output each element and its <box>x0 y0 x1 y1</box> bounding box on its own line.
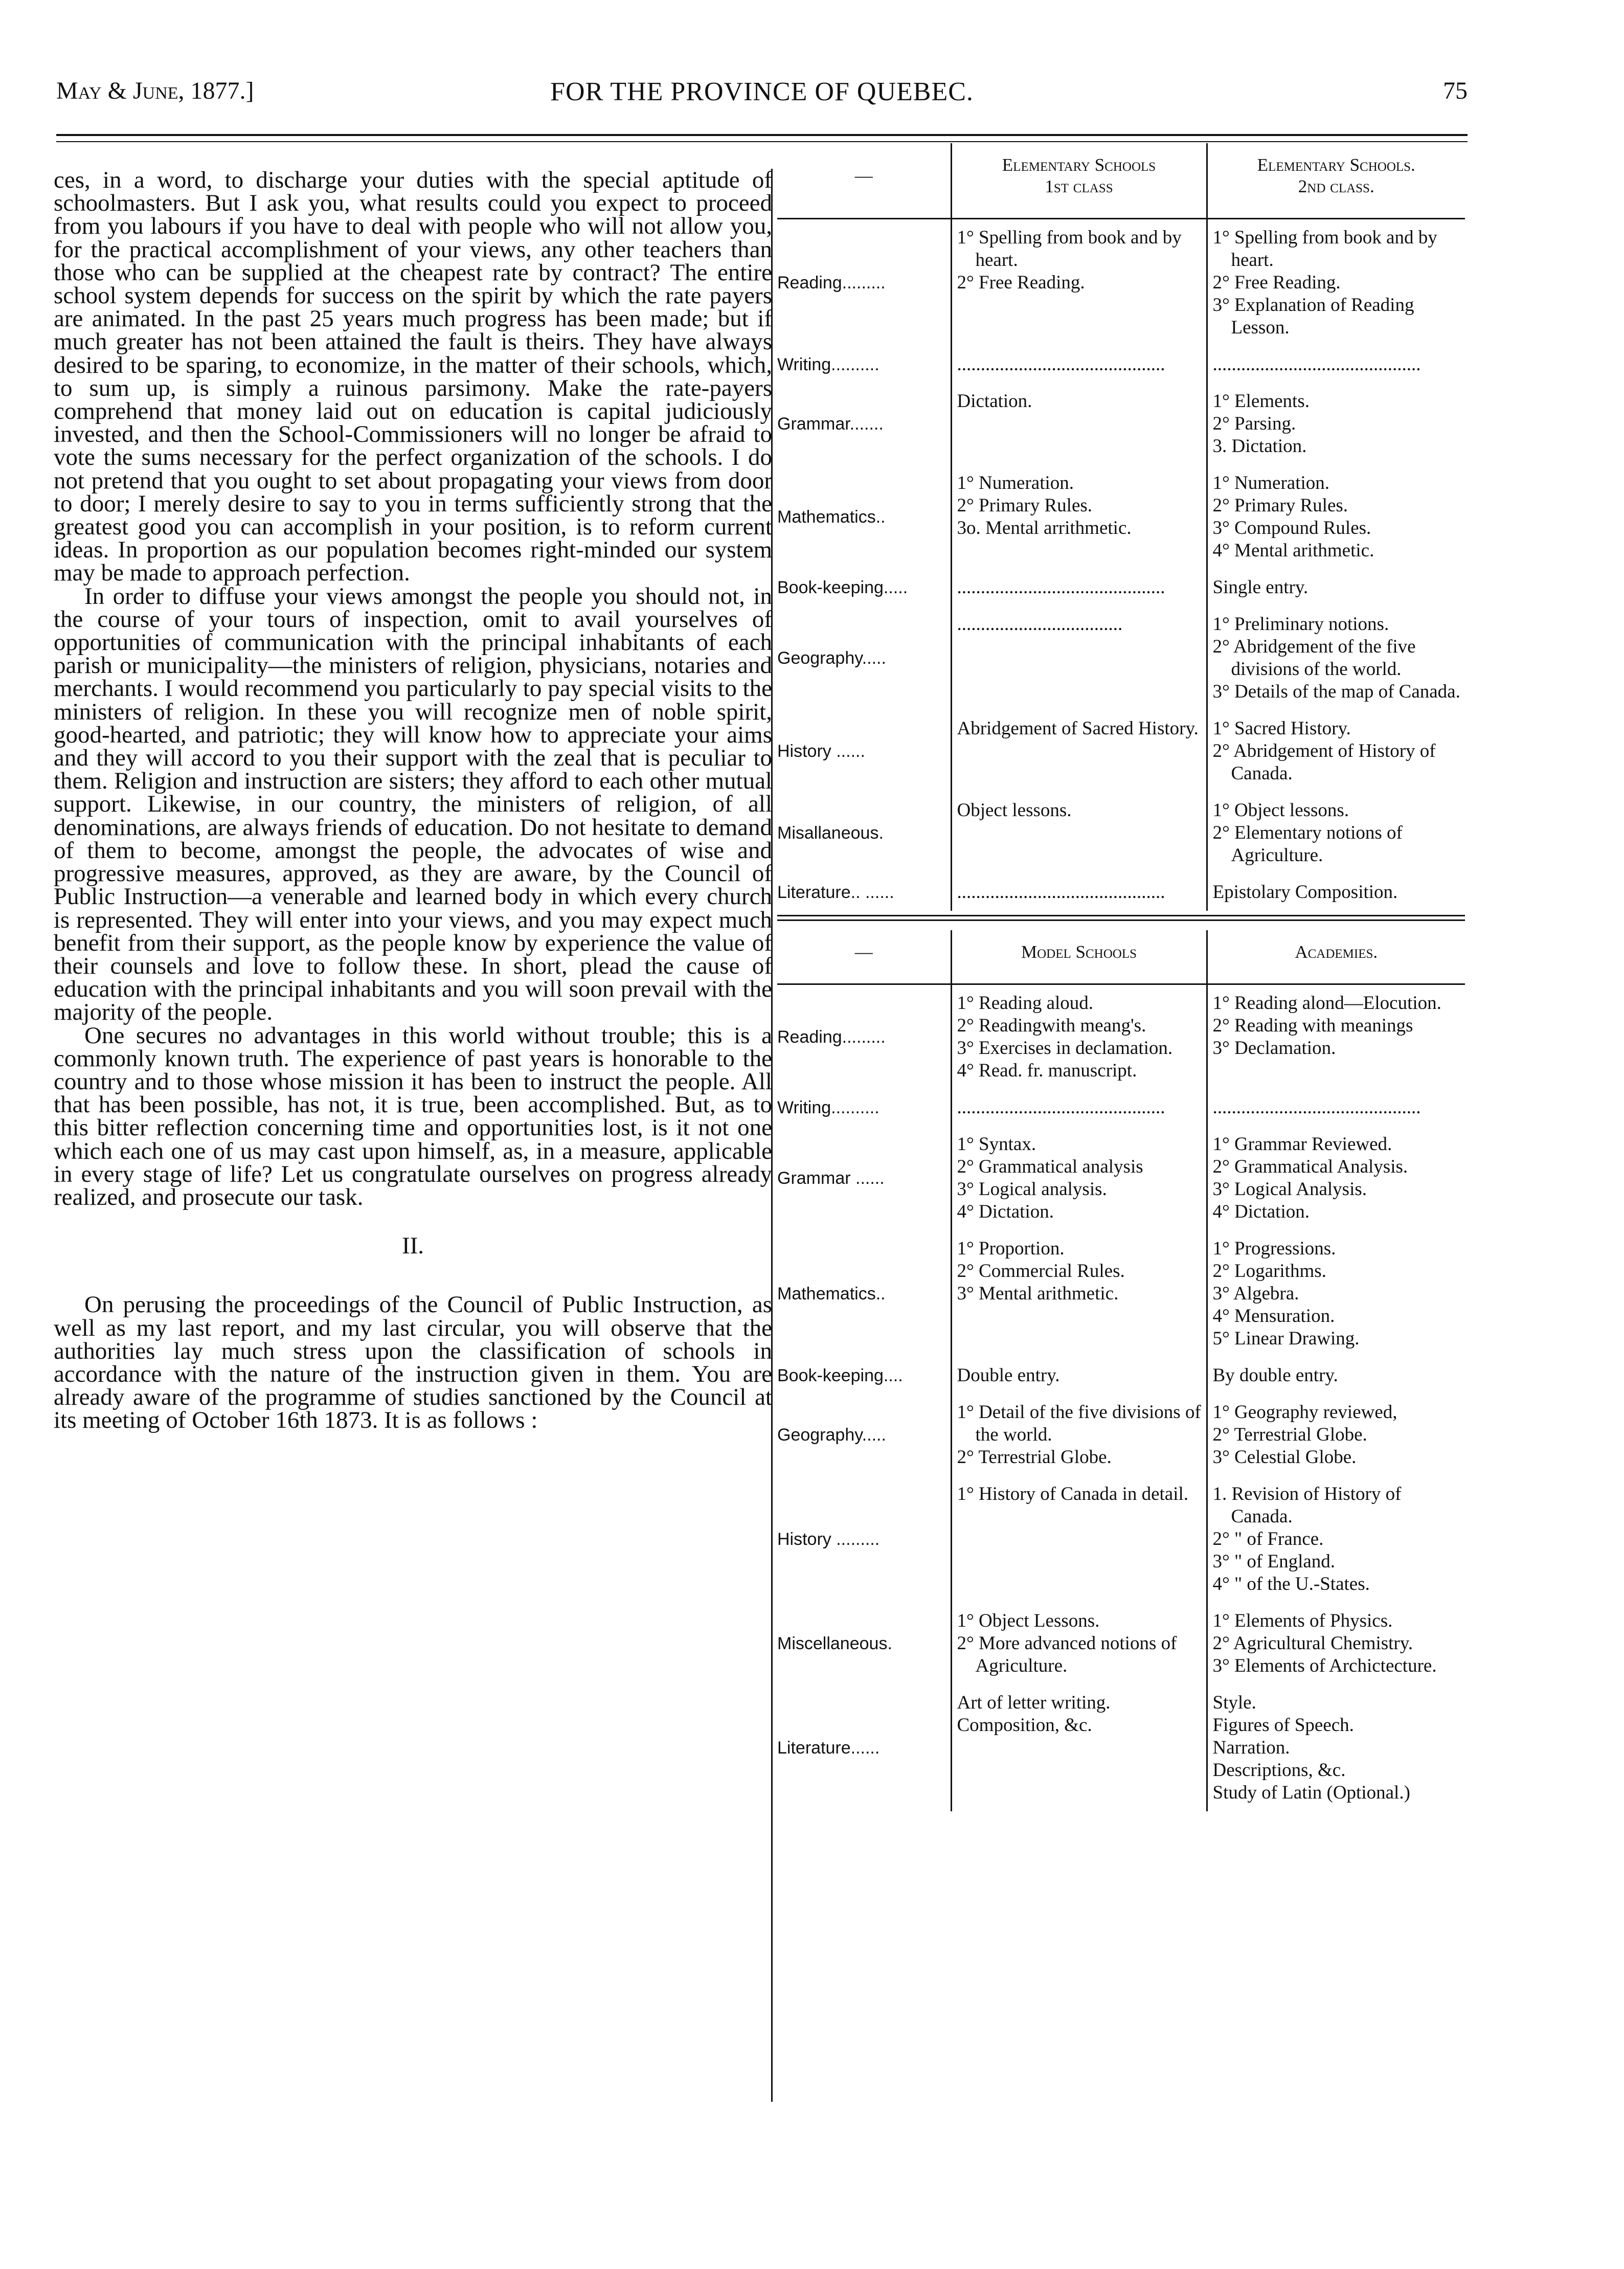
programme-cell <box>1207 569 1465 606</box>
programme-item: 2° Abridgement of History of Canada. <box>1212 740 1436 784</box>
table-row <box>777 1089 1465 1126</box>
programme-cell <box>1207 874 1465 911</box>
subject-label: Geography..... <box>777 648 886 668</box>
programme-item: 3° Explanation of Reading Lesson. <box>1212 295 1414 338</box>
programme-item: Art of letter writing. <box>957 1692 1111 1713</box>
programme-item: 4° Read. fr. manuscript. <box>957 1060 1137 1081</box>
programme-item: 3° Logical Analysis. <box>1212 1179 1367 1200</box>
programme-cell <box>1207 219 1465 347</box>
programme-item: ............................................ <box>1212 1097 1421 1118</box>
programme-item: 2° Primary Rules. <box>957 495 1093 516</box>
table-row <box>777 1126 1465 1230</box>
header-rule-top <box>56 134 1468 136</box>
programme-item: Style. <box>1212 1692 1256 1713</box>
subject-label: Misallaneous. <box>777 823 884 843</box>
programme-item: 1° History of Canada in detail. <box>957 1484 1189 1504</box>
programme-item: 1° Elements of Physics. <box>1212 1610 1393 1631</box>
subject-label: Writing.......... <box>777 355 879 374</box>
programme-cell <box>951 792 1207 874</box>
programme-item: 3° Celestial Globe. <box>1212 1447 1357 1468</box>
programme-item: ................................... <box>957 614 1123 635</box>
programme-item: 2° " of France. <box>1212 1529 1324 1549</box>
programme-item: 3° " of England. <box>1212 1551 1336 1572</box>
programme-item: 3° Algebra. <box>1212 1283 1299 1304</box>
programme-item: 1° Spelling from book and by heart. <box>1212 227 1437 271</box>
programme-cell <box>1207 383 1465 465</box>
programme-item: 4° Mental arithmetic. <box>1212 540 1374 561</box>
programme-item: 1° Progressions. <box>1212 1238 1336 1259</box>
programme-cell <box>951 1357 1207 1394</box>
programme-item: Narration. <box>1212 1737 1290 1758</box>
subject-label: Mathematics.. <box>777 507 886 527</box>
programme-item: 3° Exercises in declamation. <box>957 1038 1173 1059</box>
programme-item: 1° Sacred History. <box>1212 718 1351 739</box>
programme-item: 1° Elements. <box>1212 391 1310 412</box>
programme-item: 1° Reading alond—Elocution. <box>1212 993 1441 1014</box>
programme-cell <box>951 569 1207 606</box>
header-rule-bottom <box>56 141 1468 142</box>
programme-item: 1° Geography reviewed, <box>1212 1402 1397 1423</box>
programme-item: 1° Spelling from book and by heart. <box>957 227 1182 271</box>
programme-item: 2° Terrestrial Globe. <box>957 1447 1112 1468</box>
programme-item: Single entry. <box>1212 577 1309 598</box>
programme-item: 1° Numeration. <box>1212 473 1330 493</box>
programme-item: 1° Object lessons. <box>1212 800 1349 821</box>
header-model-schools: Model Schools <box>951 930 1207 984</box>
programme-cell <box>1207 346 1465 383</box>
header-academies: Academies. <box>1207 930 1465 984</box>
programme-item: ............................................ <box>1212 354 1421 375</box>
programme-item: 2° Terrestrial Globe. <box>1212 1424 1367 1445</box>
paragraph-2: In order to diffuse your views amongst the people you should not, in the course of your tours of inspection, omit to avail yourselves of opportunities of communication with the principal inhabitants of each parish or municipality—the ministers of religion, physicians, notaries and merchants. I would recommend you particularly to pay special visits to the ministers of religion. In these you will recognize men of noble spirit, good-hearted, and patriotic; they will know how to appreciate your aims and they will accord to you their support with the zeal that is peculiar to them. Religion and instruction are sisters; they afford to each other mutual support. Likewise, in our country, the ministers of religion, of all denominations, are always friends of education. Do not hesitate to demand of them to become, amongst the people, the advocates of wise and progressive measures, approved, as they are aware, by the Council of Public Instruction—a venerable and learned body in which every church is represented. They will enter into your views, and you may expect much benefit from their support, as the people know by experience the value of their counsels and love to follow these. In short, plead the cause of education with the principal inhabitants and you will soon prevail with the majority of the people. <box>54 582 772 1026</box>
subject-label: Miscellaneous. <box>777 1634 892 1653</box>
section-number: II. <box>401 1232 424 1260</box>
programme-cell <box>1207 1126 1465 1230</box>
header-dash: — <box>777 143 951 219</box>
table-row <box>777 606 1465 710</box>
programme-item: 1° Proportion. <box>957 1238 1065 1259</box>
subject-label: History ......... <box>777 1530 880 1549</box>
programme-cell <box>951 1126 1207 1230</box>
programme-cell <box>1207 984 1465 1090</box>
subject-label: Book-keeping..... <box>777 578 908 597</box>
programme-item: Study of Latin (Optional.) <box>1212 1782 1410 1803</box>
programme-item: 2° Free Reading. <box>957 272 1085 293</box>
programme-cell <box>1207 1394 1465 1476</box>
programme-cell <box>1207 1476 1465 1603</box>
programme-item: 2° Parsing. <box>1212 413 1296 434</box>
model-academies-table <box>777 930 1465 1811</box>
programme-item: 4° Mensuration. <box>1212 1306 1335 1327</box>
programme-cell <box>951 1684 1207 1811</box>
programme-item: 4° Dictation. <box>957 1201 1054 1222</box>
subject-label: Reading......... <box>777 273 886 293</box>
programme-item: 3o. Mental arrithmetic. <box>957 518 1132 538</box>
programme-tables <box>777 143 1465 1811</box>
subject-label: Mathematics.. <box>777 1284 886 1304</box>
table-row <box>777 465 1465 569</box>
programme-item: 3° Compound Rules. <box>1212 518 1371 538</box>
programme-item: Composition, &c. <box>957 1715 1092 1736</box>
programme-cell <box>1207 710 1465 792</box>
programme-cell <box>1207 606 1465 710</box>
programme-cell <box>1207 1230 1465 1357</box>
programme-item: Double entry. <box>957 1365 1060 1386</box>
elementary-schools-table <box>777 143 1465 911</box>
programme-cell <box>951 219 1207 347</box>
header-elementary-1st: Elementary Schools 1st class <box>951 143 1207 219</box>
programme-item: Abridgement of Sacred History. <box>957 718 1199 739</box>
programme-cell <box>1207 1357 1465 1394</box>
programme-item: 2° Readingwith meang's. <box>957 1015 1146 1036</box>
programme-cell <box>951 1476 1207 1603</box>
programme-cell <box>951 383 1207 465</box>
table-row <box>777 1230 1465 1357</box>
table-row <box>777 346 1465 383</box>
programme-item: 1° Reading aloud. <box>957 993 1094 1014</box>
programme-cell <box>951 984 1207 1090</box>
programme-item: 3° Declamation. <box>1212 1038 1336 1059</box>
programme-item: 2° Grammatical Analysis. <box>1212 1156 1408 1177</box>
programme-cell <box>1207 465 1465 569</box>
programme-cell <box>1207 1603 1465 1684</box>
header-dash: — <box>777 930 951 984</box>
subject-label: Reading......... <box>777 1027 886 1047</box>
subject-label: Grammar ...... <box>777 1169 885 1188</box>
table-row <box>777 1394 1465 1476</box>
table-row <box>777 710 1465 792</box>
subject-label: Geography..... <box>777 1425 886 1445</box>
programme-item: 3° Mental arithmetic. <box>957 1283 1119 1304</box>
programme-item: 4° Dictation. <box>1212 1201 1310 1222</box>
programme-item: 2° Free Reading. <box>1212 272 1341 293</box>
programme-item: 2° Logarithms. <box>1212 1261 1326 1282</box>
programme-cell <box>1207 792 1465 874</box>
programme-item: 1° Preliminary notions. <box>1212 614 1389 635</box>
programme-cell <box>951 606 1207 710</box>
table-row <box>777 383 1465 465</box>
subject-label: Writing.......... <box>777 1098 879 1117</box>
table-row <box>777 219 1465 347</box>
programme-item: ............................................ <box>957 577 1165 598</box>
programme-item: 4° " of the U.-States. <box>1212 1574 1370 1594</box>
header-elementary-2nd: Elementary Schools. 2nd class. <box>1207 143 1465 219</box>
programme-cell <box>951 710 1207 792</box>
subject-label: Literature...... <box>777 1738 880 1758</box>
issue-date: May & June, 1877.] <box>56 77 254 104</box>
programme-item: 2° Agricultural Chemistry. <box>1212 1633 1413 1654</box>
subject-label: Book-keeping.... <box>777 1366 903 1385</box>
paragraph-3: One secures no advantages in this world without trouble; this is a commonly known truth. The experience of past years is honorable to the country and to those whose mission it has been to instruct the people. All that has been possible, has not, it is true, been accomplished. But, as to this bitter reflection concerning time and opportunities lost, is it not one which each one of us may cast upon himself, as, in a measure, applicable in every stage of life? Let us congratulate ourselves on progress already realized, and prosecute our task. <box>54 1022 772 1210</box>
table-row <box>777 1357 1465 1394</box>
programme-item: 2° Commercial Rules. <box>957 1261 1125 1282</box>
programme-item: 1° Object Lessons. <box>957 1610 1100 1631</box>
programme-item: ............................................ <box>957 1097 1165 1118</box>
programme-cell <box>951 1230 1207 1357</box>
table-row <box>777 1476 1465 1603</box>
programme-item: 1° Syntax. <box>957 1134 1036 1155</box>
programme-item: Epistolary Composition. <box>1212 882 1398 903</box>
table-row <box>777 984 1465 1090</box>
programme-cell <box>951 1089 1207 1126</box>
subject-label: History ...... <box>777 742 865 761</box>
programme-item: Dictation. <box>957 391 1032 412</box>
programme-item: 3. Dictation. <box>1212 436 1307 457</box>
programme-item: 2° Grammatical analysis <box>957 1156 1143 1177</box>
programme-cell <box>951 346 1207 383</box>
running-title: FOR THE PROVINCE OF QUEBEC. <box>550 77 974 106</box>
programme-item: Figures of Speech. <box>1212 1715 1354 1736</box>
programme-item: 2° Reading with meanings <box>1212 1015 1413 1036</box>
programme-item: 2° Primary Rules. <box>1212 495 1348 516</box>
table-row <box>777 1684 1465 1811</box>
programme-item: Object lessons. <box>957 800 1072 821</box>
page-number: 75 <box>1443 77 1468 104</box>
article-column <box>54 169 772 1432</box>
programme-cell <box>951 465 1207 569</box>
subject-label: Literature.. ...... <box>777 883 894 902</box>
programme-item: 1. Revision of History of Canada. <box>1212 1484 1402 1527</box>
programme-item: By double entry. <box>1212 1365 1338 1386</box>
page-header <box>56 77 1468 113</box>
programme-item: 5° Linear Drawing. <box>1212 1328 1360 1349</box>
programme-item: 1° Detail of the five divisions of the world. <box>957 1402 1201 1445</box>
programme-item: ............................................ <box>957 354 1165 375</box>
table-separator <box>777 915 1465 921</box>
programme-cell <box>951 1603 1207 1684</box>
programme-item: 1° Numeration. <box>957 473 1074 493</box>
programme-item: Descriptions, &c. <box>1212 1760 1346 1781</box>
paragraph-4: On perusing the proceedings of the Council of Public Instruction, as well as my last report, and my last circular, you will observe that the authorities lay much stress upon the classification of schools in accordance with the nature of the instruction given in them. You are already aware of the programme of studies sanctioned by the Council at its meeting of October 16th 1873. It is as follows : <box>54 1291 772 1434</box>
table-row <box>777 792 1465 874</box>
table-row <box>777 874 1465 911</box>
programme-cell <box>951 1394 1207 1476</box>
table-row <box>777 569 1465 606</box>
subject-label: Grammar....... <box>777 414 884 434</box>
table-row <box>777 1603 1465 1684</box>
programme-item: 3° Elements of Archictecture. <box>1212 1655 1437 1676</box>
programme-item: 3° Details of the map of Canada. <box>1212 681 1460 702</box>
programme-item: 2° Elementary notions of Agriculture. <box>1212 822 1403 866</box>
paragraph-1: ces, in a word, to discharge your duties with the special aptitude of schoolmasters. But I ask you, what results could you expect to proceed from you labours if you have to deal with people who will not allow you, for the practical accomplishment of your views, any other teachers than those who can be supplied at the cheapest rate by contract? The entire school system depends for success on the spirit by which the rate payers are animated. In the past 25 years much progress has been made; but if much greater has not been attained the fault is theirs. They have always desired to be sparing, to economize, in the matter of their schools, which, to sum up, is simply a ruinous parsimony. Make the rate-payers comprehend that money laid out on education is capital judiciously invested, and then the School-Commissioners will no longer be afraid to vote the sums necessary for the perfect organization of the schools. I do not pretend that you ought to set about propagating your views from door to door; I merely desire to say to you in terms sufficiently strong that the greatest good you can accomplish in your position, is to reform current ideas. In proportion as our population becomes right-minded our system may be made to approach perfection. <box>54 167 772 587</box>
programme-item: 2° More advanced notions of Agriculture. <box>957 1633 1177 1676</box>
programme-item: ............................................ <box>957 882 1165 903</box>
programme-cell <box>1207 1684 1465 1811</box>
programme-item: 1° Grammar Reviewed. <box>1212 1134 1392 1155</box>
programme-cell <box>1207 1089 1465 1126</box>
programme-item: 3° Logical analysis. <box>957 1179 1107 1200</box>
programme-item: 2° Abridgement of the five divisions of the world. <box>1212 636 1416 680</box>
programme-cell <box>951 874 1207 911</box>
